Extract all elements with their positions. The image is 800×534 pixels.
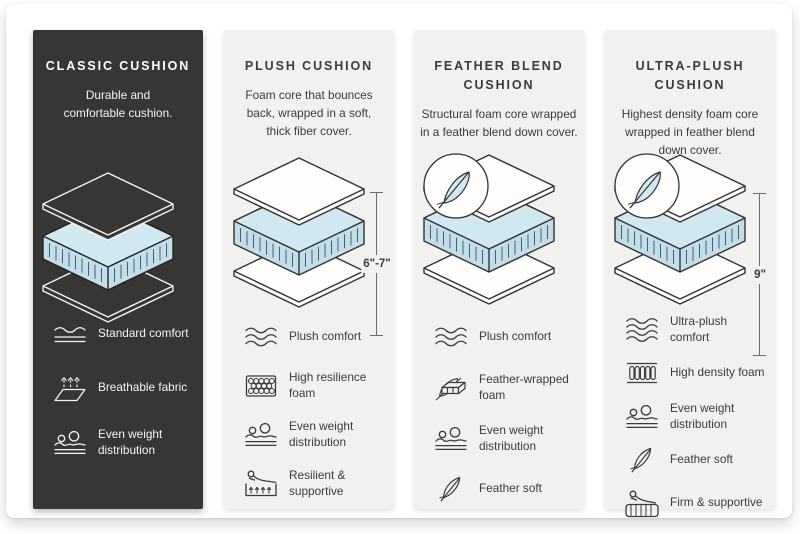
column-title: ULTRA-PLUSH CUSHION [635,59,745,92]
feature-row [432,474,578,504]
feature-label: Even weight distribution [98,427,163,457]
feature-row [51,427,197,458]
feather-soft-icon [432,474,470,504]
feature-row [623,445,769,475]
resilience-foam-icon [242,374,280,398]
feature-row [242,419,388,450]
column-title: PLUSH CUSHION [244,59,374,73]
column-plush-cushion [224,30,394,509]
feature-list [623,314,769,518]
column-classic-cushion [33,30,203,509]
column-feather-blend-cushion [414,30,584,509]
feature-label: Resilient & supportive [289,468,346,498]
even-weight-icon [432,427,470,451]
column-description: Structural foam core wrapped in a feather blend down cover. [420,106,578,139]
feature-row [242,370,388,401]
feature-label: Feather-wrapped foam [479,372,569,402]
feature-row [242,322,388,352]
feature-row [432,322,578,352]
cushion-layers-illustration-with-feather-badge [414,152,584,308]
column-description: Foam core that bounces back, wrapped in a soft, thick fiber cover. [245,87,373,139]
feature-row [242,468,388,499]
height-dimension-marker [363,192,400,336]
feature-label: High density foam [670,365,765,380]
feature-label: Even weight distribution [670,401,735,431]
wave-plush-icon [242,326,280,348]
feature-row [432,372,578,403]
dimension-label: 9" [752,266,768,284]
firm-supportive-icon [623,488,661,518]
feature-row [51,373,197,403]
feature-label: Standard comfort [98,326,189,341]
column-description: Highest density foam core wrapped in feather blend down cover. [621,106,759,158]
infographic-card [6,4,792,518]
feature-list [432,322,578,504]
feature-label: Feather soft [670,452,733,467]
feature-label: Plush comfort [479,329,552,344]
feature-row [51,319,197,349]
feature-label: High resilience foam [289,370,367,400]
cushion-layers-illustration-with-feather-badge [605,152,775,308]
feature-row [623,314,769,345]
feather-soft-icon [623,445,661,475]
feature-row [432,423,578,454]
even-weight-icon [51,431,89,455]
feature-label: Breathable fabric [98,380,188,395]
feature-row [623,401,769,432]
feature-row [623,488,769,518]
column-title: FEATHER BLEND CUSHION [434,59,564,92]
column-description: Durable and comfortable cushion. [63,87,173,121]
feature-row [623,358,769,388]
feature-label: Even weight distribution [289,419,354,449]
cushion-layers-illustration [224,155,394,311]
cushion-layers-illustration [33,170,203,326]
resilient-supportive-icon [242,470,280,498]
feature-label: Feather soft [479,481,542,496]
high-density-foam-icon [623,361,661,385]
column-ultra-plush-cushion [605,30,775,509]
feature-list [242,322,388,499]
wave-standard-icon [51,324,89,344]
wave-plush-icon [432,326,470,348]
dimension-label: 6"-7" [361,255,393,273]
even-weight-icon [623,405,661,429]
feature-label: Firm & supportive [670,495,763,510]
breathable-fabric-icon [51,374,89,402]
column-title: CLASSIC CUSHION [45,59,191,73]
feature-label: Ultra-plush comfort [670,314,728,344]
feature-label: Plush comfort [289,329,362,344]
wave-ultra-icon [623,317,661,343]
feather-wrapped-foam-icon [432,374,470,402]
even-weight-icon [242,423,280,447]
feature-label: Even weight distribution [479,423,544,453]
feature-list [51,319,197,458]
